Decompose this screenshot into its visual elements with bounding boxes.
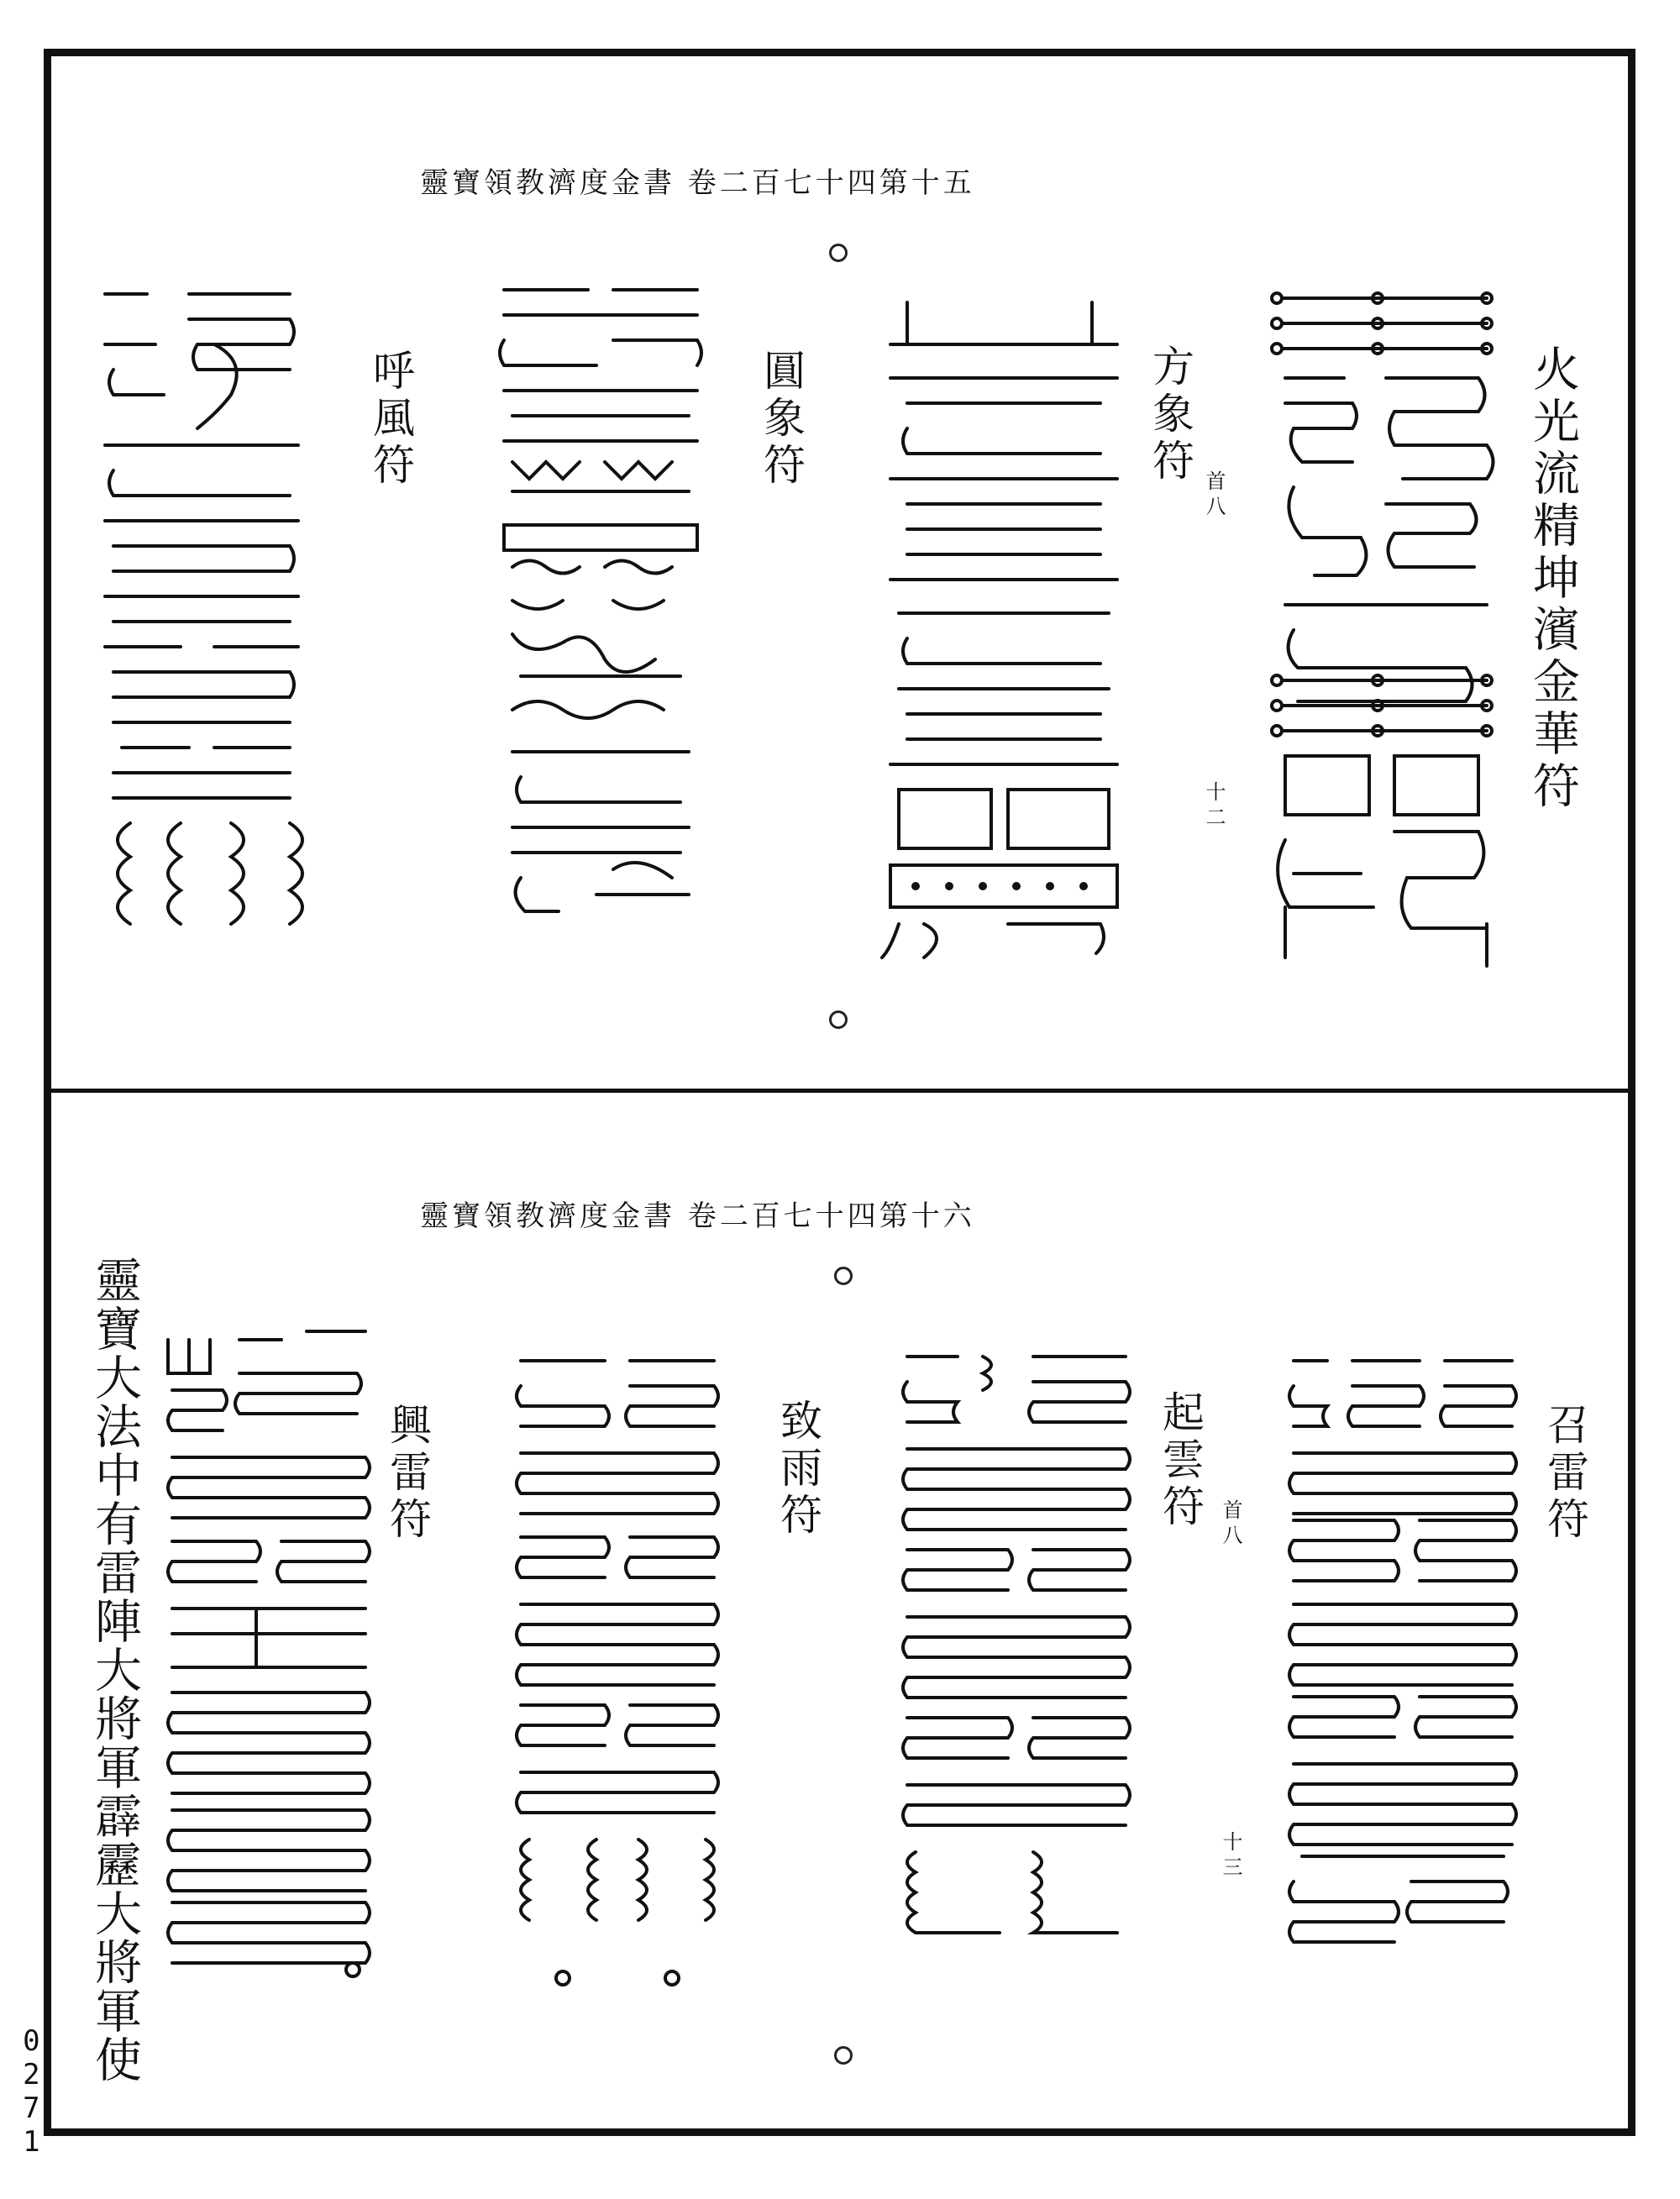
talisman-glyph	[487, 281, 714, 953]
binding-hole	[829, 1010, 848, 1029]
talisman-title: 召雷符	[1541, 1403, 1589, 1544]
talisman-glyph	[1260, 286, 1512, 974]
talisman-glyph	[890, 1348, 1142, 1986]
talisman-title: 呼風符	[366, 349, 415, 490]
talisman-glyph	[97, 277, 315, 932]
talisman-glyph	[874, 286, 1134, 958]
talisman-note: 首八	[1219, 1499, 1242, 1550]
talisman-note: 首八	[1202, 470, 1226, 521]
talisman-glyph	[155, 1323, 382, 1995]
talisman-title: 圓象符	[757, 349, 806, 490]
page-number: 0271	[14, 2024, 49, 2159]
talisman-title: 方象符	[1146, 344, 1194, 485]
top-running-header: 靈寶領教濟度金書 卷二百七十四第十五	[420, 166, 975, 200]
talisman-title: 起雲符	[1156, 1390, 1205, 1531]
talisman-title: 致雨符	[774, 1399, 822, 1540]
talisman-title: 興雷符	[383, 1403, 432, 1544]
talisman-glyph	[504, 1352, 739, 1991]
binding-hole	[829, 244, 848, 262]
talisman-title: 火光流精坤濱金華符	[1525, 344, 1580, 813]
binding-hole	[834, 1267, 853, 1285]
bottom-running-header: 靈寶領教濟度金書 卷二百七十四第十六	[420, 1199, 975, 1233]
panel-divider	[44, 1089, 1635, 1093]
folio-number: 十二	[1202, 781, 1226, 832]
binding-hole	[834, 2046, 853, 2065]
talisman-glyph	[1277, 1352, 1529, 1982]
colophon: 靈寶大法中有雷陣大將軍霹靂大將軍使	[87, 1256, 142, 2084]
folio-number: 十三	[1219, 1831, 1242, 1881]
